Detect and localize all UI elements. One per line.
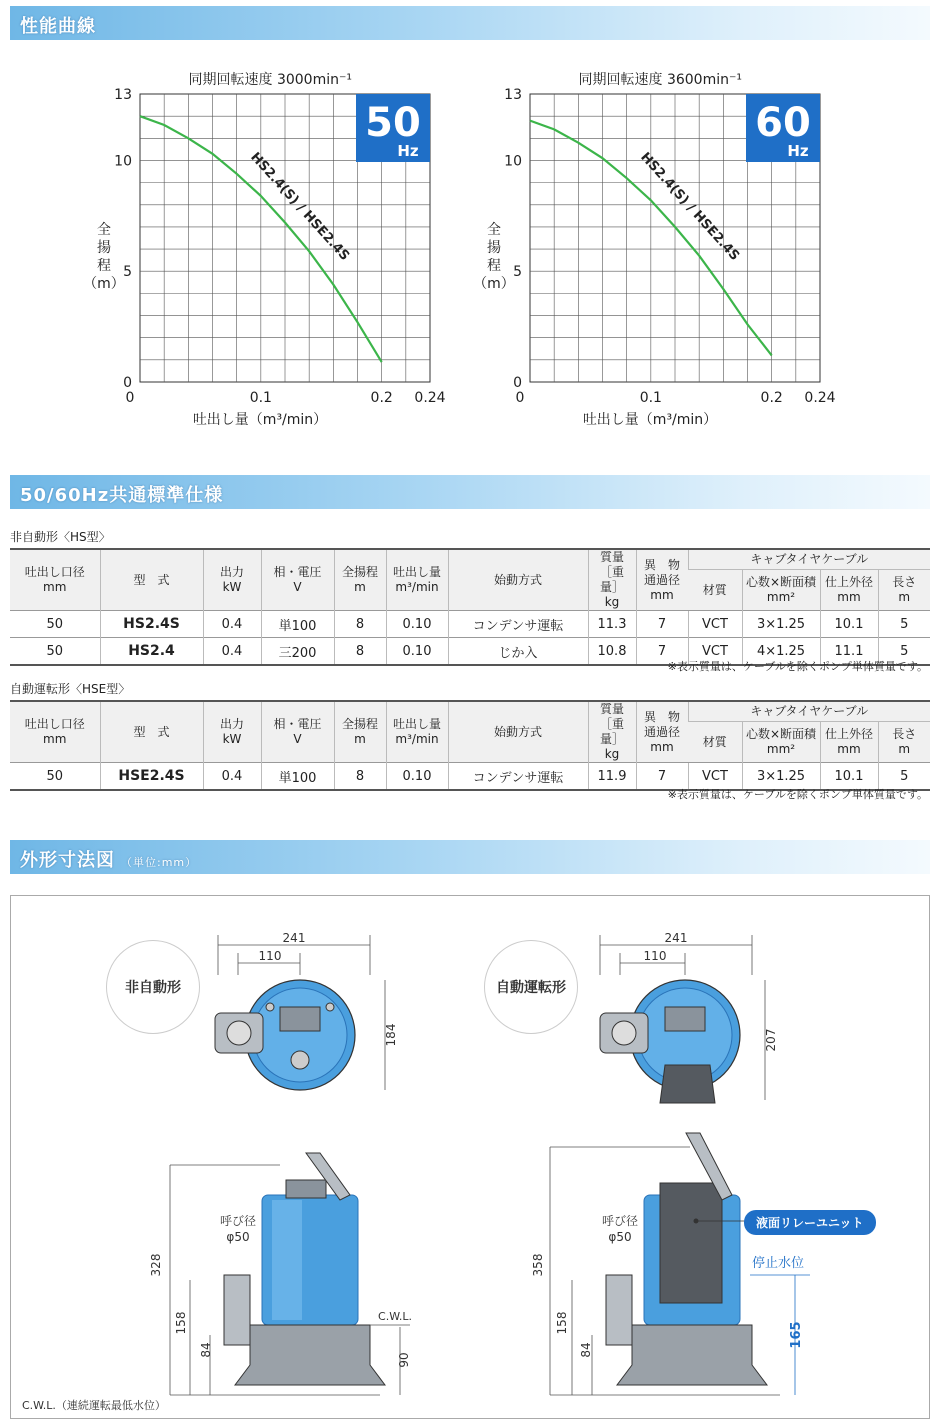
- col-od: 仕上外径 mm: [820, 570, 878, 611]
- table-cell: じか入: [448, 638, 588, 666]
- cwl-label: C.W.L.: [378, 1310, 412, 1323]
- col-outlet: 吐出し口径 mm: [10, 701, 100, 763]
- table-cell: 0.4: [203, 638, 261, 666]
- table-cell: 50: [10, 763, 100, 791]
- table-cell: コンデンサ運転: [448, 763, 588, 791]
- x-tick-label: 0.2: [760, 390, 783, 406]
- table-cell: 5: [878, 611, 930, 638]
- y-tick-label: 0: [123, 375, 132, 391]
- table-cell: 50: [10, 611, 100, 638]
- dim-half: 110: [643, 949, 667, 963]
- col-start: 始動方式: [448, 701, 588, 763]
- table-cell: 50: [10, 638, 100, 666]
- table-note: ※表示質量は、ケーブルを除くポンプ単体質量です。: [667, 660, 928, 673]
- y-axis-label: 全: [97, 222, 111, 238]
- x-axis-label: 吐出し量（m³/min）: [192, 412, 328, 428]
- table-cell: 7: [636, 638, 688, 666]
- side-view-auto: [531, 1133, 810, 1395]
- x-tick-label: 0.2: [370, 390, 393, 406]
- col-mass: 質量 ［重量］ kg: [588, 701, 636, 763]
- table-cell: 単100: [261, 611, 334, 638]
- chart-title: 同期回転速度 3600min⁻¹: [578, 72, 742, 88]
- y-tick-label: 5: [513, 264, 522, 281]
- y-tick-label: 10: [504, 153, 522, 170]
- x-tick-label: 0.1: [639, 390, 662, 406]
- dim-total: 358: [531, 1253, 545, 1277]
- table-cell: コンデンサ運転: [448, 611, 588, 638]
- y-axis-label: 揚: [97, 240, 111, 256]
- col-cores: 心数×断面積 mm²: [742, 722, 820, 763]
- spec-table-hs: [10, 548, 930, 666]
- table-cell: HS2.4: [100, 638, 203, 666]
- table-cell: VCT: [688, 763, 742, 791]
- performance-chart-60hz: [470, 60, 850, 440]
- table-cell: 10.1: [820, 763, 878, 791]
- x-tick-label: 0.24: [804, 390, 836, 406]
- col-solid: 異 物 通過径 mm: [636, 549, 688, 611]
- dim-width: 241: [282, 931, 306, 945]
- table-cell: HSE2.4S: [100, 763, 203, 791]
- dim-total: 328: [149, 1253, 163, 1277]
- y-tick-label: 13: [504, 87, 522, 103]
- section-header-spec: [10, 475, 930, 509]
- unit-label: （単位:mm）: [121, 856, 198, 869]
- dim-cwl: 90: [397, 1352, 411, 1368]
- table-cell: 8: [334, 638, 386, 666]
- col-length: 長さ m: [878, 722, 930, 763]
- hz-badge-number: 60: [755, 100, 811, 146]
- port-label: 呼び径: [219, 1214, 257, 1228]
- x-tick-label: 0: [125, 390, 135, 406]
- table-cell: 5: [878, 763, 930, 791]
- dim-height: 184: [384, 1023, 398, 1047]
- y-axis-label: 全: [487, 222, 501, 238]
- col-solid: 異 物 通過径 mm: [636, 701, 688, 763]
- side-view-manual: [149, 1153, 412, 1395]
- col-cores: 心数×断面積 mm²: [742, 570, 820, 611]
- table-cell: 0.4: [203, 611, 261, 638]
- col-cable: キャブタイヤケーブル: [688, 549, 930, 570]
- col-phase: 相・電圧 V: [261, 701, 334, 763]
- col-head: 全揚程 m: [334, 701, 386, 763]
- dim-height: 207: [764, 1028, 778, 1052]
- col-cable: キャブタイヤケーブル: [688, 701, 930, 722]
- section-title: 50/60Hz共通標準仕様: [20, 485, 224, 506]
- series-label: HS2.4(S) / HSE2.4S: [247, 149, 353, 264]
- y-tick-label: 0: [513, 375, 522, 391]
- port-size: φ50: [608, 1230, 632, 1244]
- table-cell: 8: [334, 611, 386, 638]
- col-material: 材質: [688, 722, 742, 763]
- col-length: 長さ m: [878, 570, 930, 611]
- dim-low: 84: [579, 1342, 593, 1358]
- table-cell: 0.10: [386, 611, 448, 638]
- x-tick-label: 0.1: [249, 390, 272, 406]
- table-cell: VCT: [688, 611, 742, 638]
- x-tick-label: 0.24: [414, 390, 446, 406]
- y-axis-label: （m）: [473, 276, 515, 292]
- stop-level-dim: 165: [789, 1321, 804, 1349]
- hz-badge-unit: Hz: [397, 142, 419, 160]
- table-note: ※表示質量は、ケーブルを除くポンプ単体質量です。: [667, 788, 928, 801]
- dimension-drawings: [10, 895, 930, 1420]
- table-cell: 単100: [261, 763, 334, 791]
- col-model: 型 式: [100, 701, 203, 763]
- type-label-manual: 非自動形: [106, 940, 200, 1034]
- table-cell: 4×1.25: [742, 638, 820, 666]
- hz-badge-number: 50: [365, 100, 421, 146]
- performance-chart-50hz: [80, 60, 460, 440]
- table-cell: 10.1: [820, 611, 878, 638]
- section-title: 性能曲線: [20, 16, 96, 37]
- col-power: 出力 kW: [203, 701, 261, 763]
- table-cell: 8: [334, 763, 386, 791]
- table-cell: 10.8: [588, 638, 636, 666]
- port-label: 呼び径: [601, 1214, 639, 1228]
- section-header-curves: [10, 6, 930, 40]
- x-tick-label: 0: [515, 390, 525, 406]
- spec-table-hse: [10, 700, 930, 791]
- col-flow: 吐出し量 m³/min: [386, 549, 448, 611]
- col-mass: 質量 ［重量］ kg: [588, 549, 636, 611]
- table-row: [10, 611, 930, 638]
- col-phase: 相・電圧 V: [261, 549, 334, 611]
- dim-mid: 158: [555, 1311, 569, 1335]
- table-cell: 7: [636, 611, 688, 638]
- table-cell: 0.10: [386, 763, 448, 791]
- series-label: HS2.4(S) / HSE2.4S: [637, 149, 743, 264]
- table-cell: 11.1: [820, 638, 878, 666]
- table-cell: 5: [878, 638, 930, 666]
- table-cell: 3×1.25: [742, 611, 820, 638]
- y-axis-label: 程: [97, 258, 111, 274]
- table-cell: 7: [636, 763, 688, 791]
- hz-badge-unit: Hz: [787, 142, 809, 160]
- top-view-auto: [600, 931, 778, 1103]
- col-power: 出力 kW: [203, 549, 261, 611]
- cwl-footnote: C.W.L.（連続運転最低水位）: [22, 1399, 166, 1412]
- y-tick-label: 5: [123, 264, 132, 281]
- x-axis-label: 吐出し量（m³/min）: [582, 412, 718, 428]
- col-material: 材質: [688, 570, 742, 611]
- table-cell: 三200: [261, 638, 334, 666]
- col-flow: 吐出し量 m³/min: [386, 701, 448, 763]
- table-cell: 11.3: [588, 611, 636, 638]
- col-head: 全揚程 m: [334, 549, 386, 611]
- dim-half: 110: [258, 949, 282, 963]
- dim-low: 84: [199, 1342, 213, 1358]
- table-cell: 3×1.25: [742, 763, 820, 791]
- dim-mid: 158: [174, 1311, 188, 1335]
- table-caption-hse: 自動運転形〈HSE型〉: [10, 682, 131, 696]
- y-axis-label: 揚: [487, 240, 501, 256]
- table-cell: VCT: [688, 638, 742, 666]
- stop-level-label: 停止水位: [751, 1256, 805, 1271]
- table-cell: 0.10: [386, 638, 448, 666]
- y-axis-label: 程: [487, 258, 501, 274]
- col-model: 型 式: [100, 549, 203, 611]
- type-label-auto: 自動運転形: [484, 940, 578, 1034]
- table-cell: 0.4: [203, 763, 261, 791]
- y-tick-label: 10: [114, 153, 132, 170]
- table-cell: 11.9: [588, 763, 636, 791]
- col-outlet: 吐出し口径 mm: [10, 549, 100, 611]
- dim-width: 241: [664, 931, 688, 945]
- section-title: 外形寸法図 （単位:mm）: [20, 850, 198, 871]
- section-header-dims: [10, 840, 930, 874]
- table-caption-hs: 非自動形〈HS型〉: [10, 530, 111, 544]
- port-size: φ50: [226, 1230, 250, 1244]
- table-cell: HS2.4S: [100, 611, 203, 638]
- top-view-manual: [215, 931, 398, 1090]
- y-axis-label: （m）: [83, 276, 125, 292]
- y-tick-label: 13: [114, 87, 132, 103]
- chart-title: 同期回転速度 3000min⁻¹: [188, 72, 352, 88]
- col-start: 始動方式: [448, 549, 588, 611]
- col-od: 仕上外径 mm: [820, 722, 878, 763]
- relay-unit-label: 液面リレーユニット: [744, 1210, 876, 1235]
